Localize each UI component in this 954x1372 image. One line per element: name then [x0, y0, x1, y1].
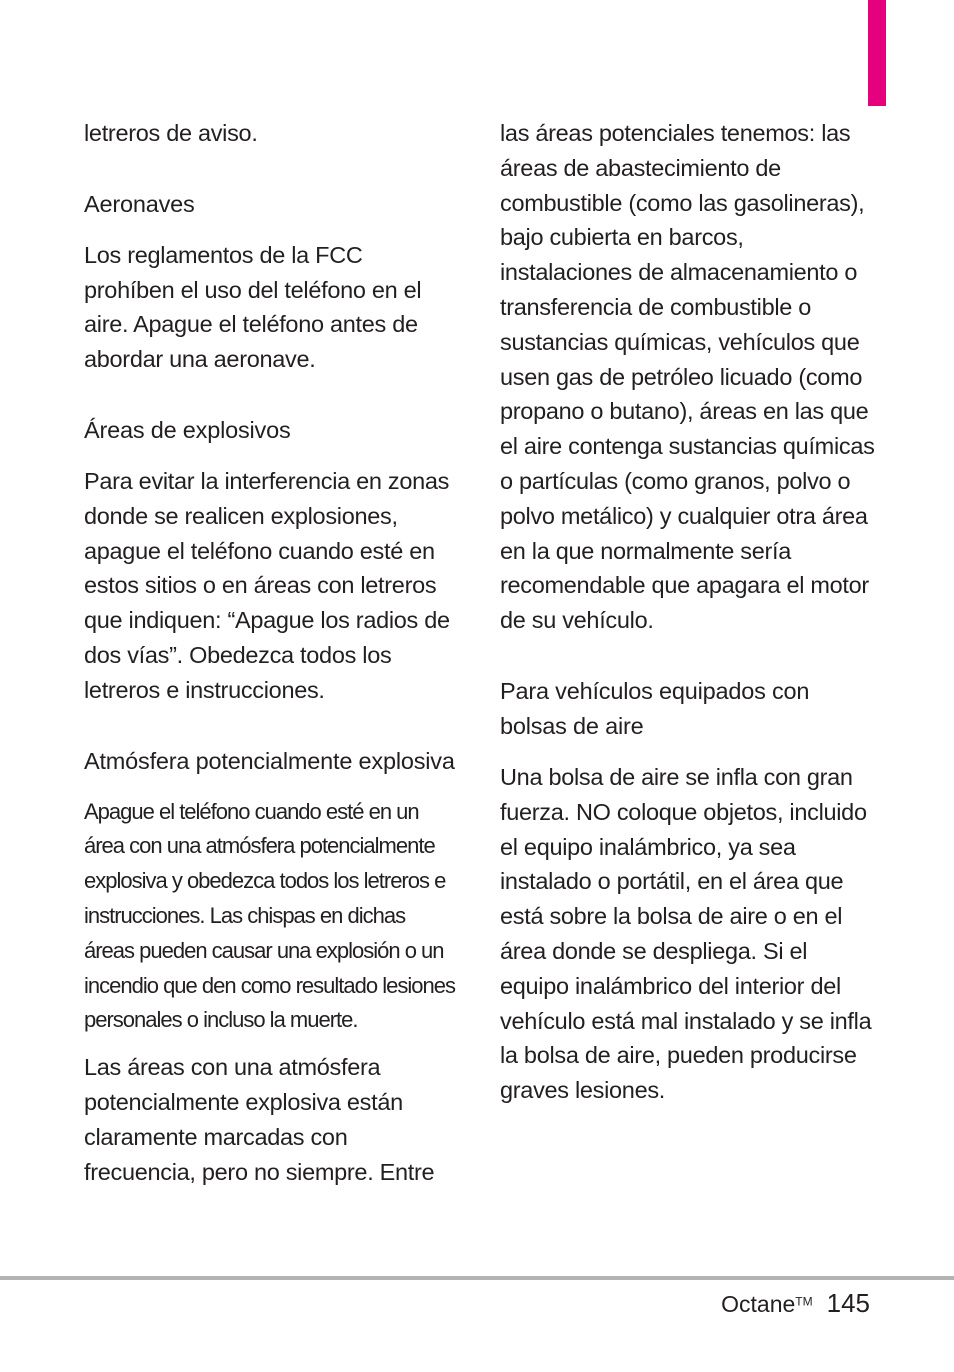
right-column [500, 116, 876, 1144]
paragraph-aeronaves: Los reglamentos de la FCC prohíben el uso del teléfono en el aire. Apague el teléfono antes de abordar una aeronave. [84, 241, 422, 373]
footer-divider [0, 1276, 954, 1280]
paragraph-continuation: letreros de aviso. [84, 120, 258, 146]
paragraph-bolsas-aire: Una bolsa de aire se infla con gran fuerza. NO coloque objetos, incluido el equipo inalámbrico, ya sea instalado o portátil, en el área que está sobre la bolsa de aire o en el área donde se despliega. Si el equipo inalámbrico del interior del vehículo está mal instalado y se infla la bolsa de aire, pueden producirse graves lesiones. [500, 763, 872, 1104]
paragraph-atmosfera-2: Las áreas con una atmósfera potencialmente explosiva están claramente marcadas con frecuencia, pero no siempre. Entre [84, 1054, 435, 1185]
heading-bolsas-aire: Para vehículos equipados con bolsas de aire [500, 677, 810, 739]
left-column [84, 116, 456, 1225]
page-footer [721, 1288, 870, 1328]
footer-brand [721, 1291, 812, 1318]
paragraph-areas-potenciales: las áreas potenciales tenemos: las áreas de abastecimiento de combustible (como las gasolineras), bajo cubierta en barcos, instalaciones de almacenamiento o transferencia de combustible o sustancias químicas, vehículos que usen gas de petróleo licuado (como propano o butano), áreas en las que el aire contenga sustancias químicas o partículas (como granos, polvo o polvo metálico) y cualquier otra área en la que normalmente sería recomendable que apagara el motor de su vehículo. [500, 120, 875, 634]
paragraph-explosivos: Para evitar la interferencia en zonas donde se realicen explosiones, apague el teléfono cuando esté en estos sitios o en áreas con letreros que indiquen: “Apague los radios de dos vías”. Obedezca todos los letreros e instrucciones. [84, 467, 450, 703]
heading-aeronaves: Aeronaves [84, 190, 195, 217]
paragraph-atmosfera-1: Apague el teléfono cuando esté en un área con una atmósfera potencialmente explosiva y obedezca todos los letreros e instrucciones. Las chispas en dichas áreas pueden causar una explosión o un incendio que den como resultado lesiones personales o incluso la muerte. [84, 798, 455, 1033]
trademark-mark: TM [795, 1294, 813, 1309]
heading-explosivos: Áreas de explosivos [84, 416, 291, 443]
heading-atmosfera: Atmósfera potencialmente explosiva [84, 747, 455, 774]
page-number: 145 [826, 1288, 870, 1318]
section-tab-marker [868, 0, 886, 106]
footer-brand-name: Octane [721, 1291, 796, 1317]
